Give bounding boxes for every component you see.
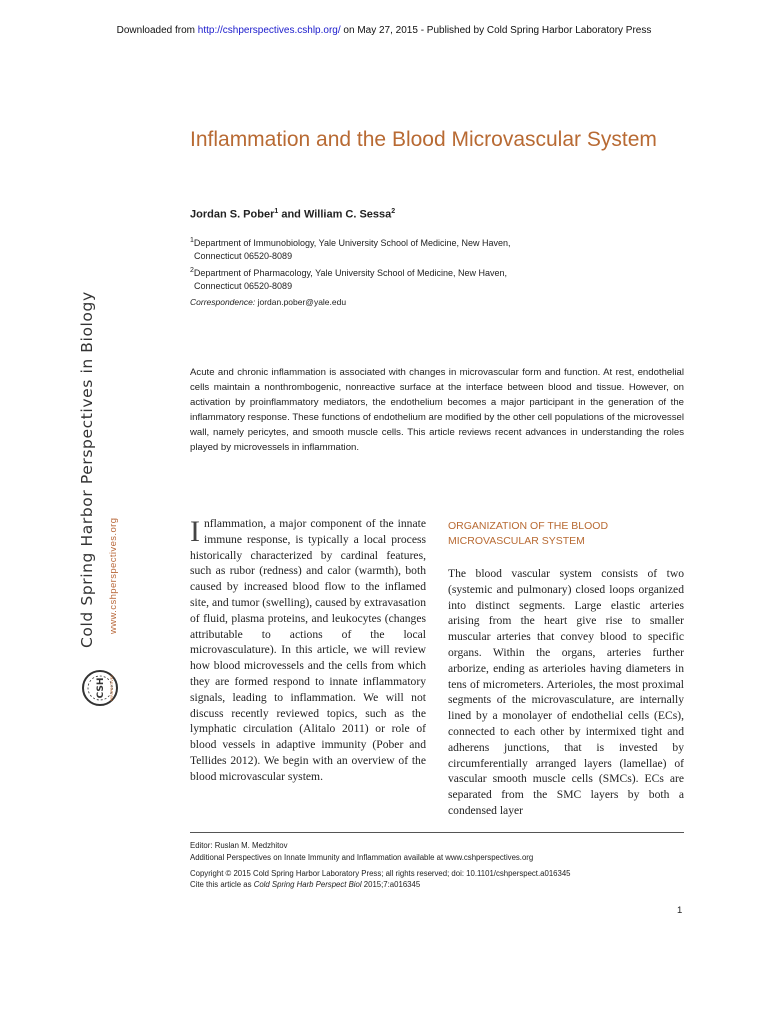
footer-divider [190,832,684,833]
citation-prefix: Cite this article as [190,880,254,889]
affiliation-1-line2: Connecticut 06520-8089 [194,251,293,261]
citation-suffix: 2015;7:a016345 [361,880,421,889]
download-suffix: on May 27, 2015 - Published by Cold Spring Harbor Laboratory Press [340,25,652,36]
citation-note [190,879,420,890]
affiliation-2-mark: 2 [190,267,194,274]
author-line [190,208,395,221]
page-number: 1 [677,905,683,916]
abstract: Acute and chronic inflammation is associated with changes in microvascular form and function. At rest, endothelial cells maintain a nonthrombogenic, nonreactive surface at the interface between blood and tissue. However, on activation by proinflammatory mediators, the endothelium becomes a major participant in the generation of the inflammatory response. These functions of endothelium are modified by the other cell populations of the microvessel wall, namely pericytes, and smooth muscle cells. This article reviews recent advances in understanding the roles played by microvessels in inflammation. [190,367,684,453]
journal-name-vertical: Cold Spring Harbor Perspectives in Biology [78,291,96,648]
article-title: Inflammation and the Blood Microvascular System [190,128,657,151]
download-prefix: Downloaded from [116,25,198,36]
affiliation-2-line1: Department of Pharmacology, Yale University School of Medicine, New Haven, [193,268,508,278]
intro-paragraph [190,516,426,785]
copyright-note: Copyright © 2015 Cold Spring Harbor Laboratory Press; all rights reserved; doi: 10.1101/cshperspect.a016345 [190,869,571,878]
csh-logo-text: CSH [96,677,106,699]
download-notice [0,25,768,36]
journal-url-vertical[interactable]: www.cshperspectives.org [108,517,119,634]
section-paragraph: The blood vascular system consists of two (systemic and pulmonary) closed loops organized into distinct segments. Large elastic arteries arising from the heart give rise to smaller muscular arteries that convey blood to specific organs. Within the organs, arteries further arborize, ending as arterioles having diameters in tens of micrometers. Arterioles, the most proximal segments of the microvasculature, are internally lined by a monolayer of endothelial cells (ECs), connected to each other by intermixed tight and adherens junctions, that is invested by circumferentially arranged layers (lamellae) of vascular smooth muscle cells (SMCs). ECs are separated from the SMC layers by both a condensed layer [448,567,684,817]
correspondence-email[interactable]: jordan.pober@yale.edu [255,297,347,307]
correspondence-label: Correspondence: [190,297,256,307]
editor-note: Editor: Ruslan M. Medzhitov [190,841,288,850]
affiliation-2-line2: Connecticut 06520-8089 [194,281,293,291]
csh-logo-subtext: PERSPECTIVES [110,674,114,702]
csh-logo-icon [80,660,120,716]
affiliation-2 [190,264,610,293]
drop-cap: I [190,515,200,548]
intro-text: nflammation, a major component of the innate immune response, is typically a local process historically characterized by cardinal features, such as rubor (redness) and calor (warmth), both caused by increased blood flow to the inflamed site, and tumor (swelling), caused by extravasation of fluid, plasma proteins, and leukocytes (changes attributable to actions of the local microvasculature). In this article, we will review how blood microvessels and the cells from which they are formed respond to innate inflammatory signals, leading to inflammation. We will not discuss recently reviewed topics, such as the lymphatic circulation (Alitalo 2011) or role of blood vessels in adaptive immunity (Pober and Tellides 2012). We begin with an overview of the blood microvascular system. [190,517,426,783]
author-2: William C. Sessa [303,208,392,221]
author-1: Jordan S. Pober [190,208,275,221]
citation-journal: Cold Spring Harb Perspect Biol [253,880,362,889]
download-url-link[interactable]: http://cshperspectives.cshlp.org/ [197,25,341,36]
author-2-affiliation-mark: 2 [391,208,396,215]
affiliation-1-line1: Department of Immunobiology, Yale University School of Medicine, New Haven, [193,238,511,248]
section-heading: ORGANIZATION OF THE BLOOD MICROVASCULAR SYSTEM [448,520,609,547]
correspondence [190,297,346,307]
author-conjunction: and [278,208,304,221]
affiliation-1-mark: 1 [190,237,194,244]
affiliation-1 [190,234,610,263]
author-1-affiliation-mark: 1 [274,208,279,215]
additional-perspectives-note: Additional Perspectives on Innate Immunity and Inflammation available at www.cshperspectives.org [190,853,534,862]
